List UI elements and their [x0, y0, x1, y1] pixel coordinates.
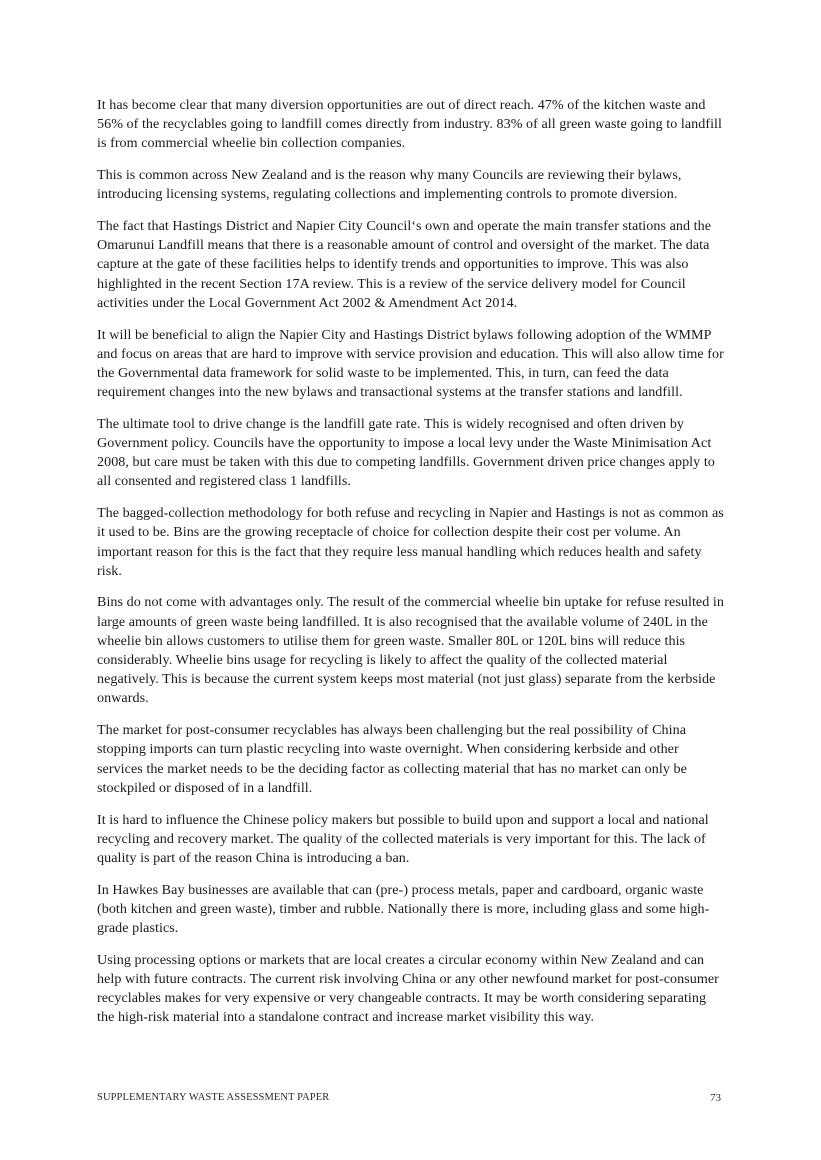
footer-title: SUPPLEMENTARY WASTE ASSESSMENT PAPER	[97, 1092, 330, 1103]
paragraph: This is common across New Zealand and is the reason why many Councils are reviewing their bylaws, introducing licensing systems, regulating collections and implementing controls to promote diversion.	[97, 167, 682, 203]
paragraph: It will be beneficial to align the Napier City and Hastings District bylaws following adoption of the WMMP and focus on areas that are hard to improve with service provision and education. This will also allow time for the Governmental data framework for solid waste to be implemented. This, in turn, can feed the data requirement changes into the new bylaws and transactional systems at the transfer stations and landfill.	[97, 326, 724, 401]
paragraph: It is hard to influence the Chinese policy makers but possible to build upon and support a local and national recycling and recovery market. The quality of the collected materials is very important for this. The lack of quality is part of the reason China is introducing a ban.	[97, 811, 709, 866]
paragraph: The fact that Hastings District and Napier City Council‘s own and operate the main transfer stations and the Omarunui Landfill means that there is a reasonable amount of control and oversight of the market. The data capture at the gate of these facilities helps to identify trends and opportunities to improve. This was also highlighted in the recent Section 17A review. This is a review of the service delivery model for Council activities under the Local Government Act 2002 & Amendment Act 2014.	[97, 218, 712, 311]
paragraph: Using processing options or markets that are local creates a circular economy within New Zealand and can help with future contracts. The current risk involving China or any other newfound market for post-consumer recyclables makes for very expensive or very changeable contracts. It may be worth considering separating the high-risk material into a standalone contract and increase market visibility this way.	[97, 951, 719, 1026]
paragraph: The bagged-collection methodology for both refuse and recycling in Napier and Hastings is not as common as it used to be. Bins are the growing receptacle of choice for collection despite their cost per volume. An important reason for this is the fact that they require less manual handling which reduces health and safety risk.	[97, 505, 724, 579]
page-number: 73	[710, 1092, 721, 1104]
paragraph: The ultimate tool to drive change is the landfill gate rate. This is widely recognised and often driven by Government policy. Councils have the opportunity to impose a local levy under the Waste Minimisation Act 2008, but care must be taken with this due to competing landfills. Government driven price changes apply to all consented and registered class 1 landfills.	[97, 415, 715, 490]
paragraph: It has become clear that many diversion opportunities are out of direct reach. 47% of the kitchen waste and 56% of the recyclables going to landfill comes directly from industry. 83% of all green waste going to landfill is from commercial wheelie bin collection companies.	[97, 97, 722, 152]
body-text	[97, 96, 727, 1040]
paragraph: The market for post-consumer recyclables has always been challenging but the real possibility of China stopping imports can turn plastic recycling into waste overnight. When considering kerbside and other services the market needs to be the deciding factor as collecting material that has no market can only be stockpiled or disposed of in a landfill.	[97, 722, 687, 796]
paragraph: In Hawkes Bay businesses are available that can (pre-) process metals, paper and cardboard, organic waste (both kitchen and green waste), timber and rubble. Nationally there is more, including glass and some high-grade plastics.	[97, 881, 710, 937]
paragraph: Bins do not come with advantages only. The result of the commercial wheelie bin uptake for refuse resulted in large amounts of green waste being landfilled. It is also recognised that the available volume of 240L in the wheelie bin allows customers to utilise them for green waste. Smaller 80L or 120L bins will reduce this considerably. Wheelie bins usage for recycling is likely to affect the quality of the collected material negatively. This is because the current system keeps most material (not just glass) separate from the kerbside onwards.	[97, 594, 724, 707]
